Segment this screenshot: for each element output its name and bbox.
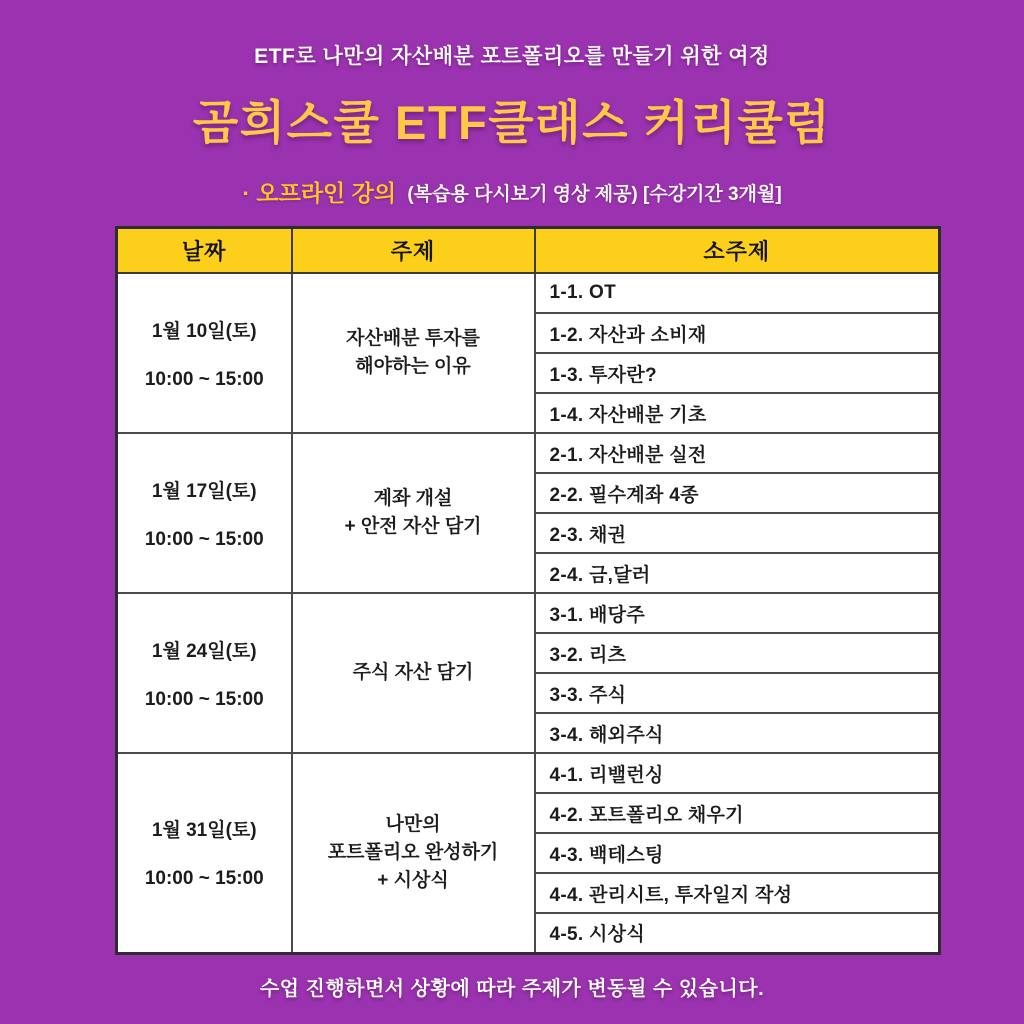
session-time: 10:00 ~ 15:00: [144, 868, 264, 890]
session-1-topic-cell: [292, 273, 535, 433]
footer-note: 수업 진행하면서 상황에 따라 주제가 변동될 수 있습니다.: [259, 978, 765, 1000]
session-1-date-cell: [117, 273, 292, 433]
subtopic-cell: 3-2. 리츠: [535, 633, 940, 673]
topic-line: 해야하는 이유: [355, 356, 471, 377]
session-date: 1월 17일(토): [151, 480, 257, 502]
topic-line: 계좌 개설: [373, 488, 453, 510]
subtitle-detail: (복습용 다시보기 영상 제공) [수강기간 3개월]: [407, 184, 782, 205]
table-header-row: [117, 228, 940, 274]
column-header-subtopic: 소주제: [535, 228, 940, 274]
topic-line: 주식 자산 담기: [352, 662, 474, 684]
subtopic-cell: 3-4. 해외주식: [535, 713, 940, 753]
subtopic-cell: 2-3. 채권: [535, 513, 940, 553]
session-3-date-cell: [117, 593, 292, 753]
subtopic-cell: 4-1. 리밸런싱: [535, 753, 940, 793]
table-row: [117, 593, 940, 633]
subtopic-cell: 4-4. 관리시트, 투자일지 작성: [535, 873, 940, 913]
session-2-date-cell: [117, 433, 292, 593]
subtopic-cell: 1-2. 자산과 소비재: [535, 313, 940, 353]
session-time: 10:00 ~ 15:00: [144, 528, 264, 550]
column-header-date: 날짜: [117, 228, 292, 274]
subtopic-cell: 2-4. 금,달러: [535, 553, 940, 593]
subtopic-cell: 1-3. 투자란?: [535, 353, 940, 393]
page-title: 곰희스쿨 ETF클래스 커리큘럼: [192, 96, 832, 149]
session-4-date-cell: [117, 753, 292, 953]
subtopic-cell: 2-1. 자산배분 실전: [535, 433, 940, 473]
session-time: 10:00 ~ 15:00: [144, 688, 264, 710]
topic-line: 나만의: [385, 814, 441, 836]
session-4-topic-cell: [292, 753, 535, 953]
subtopic-cell: 1-4. 자산배분 기초: [535, 393, 940, 433]
topic-line: 자산배분 투자를: [346, 328, 480, 350]
topic-line: 포트폴리오 완성하기: [327, 841, 499, 863]
column-header-topic: 주제: [292, 228, 535, 274]
curriculum-table: [115, 226, 941, 955]
session-2-topic-cell: [292, 433, 535, 593]
subtopic-cell: 3-1. 배당주: [535, 593, 940, 633]
table-row: [117, 753, 940, 793]
subtitle: [0, 175, 1024, 208]
session-date: 1월 24일(토): [151, 640, 257, 662]
table-row: [117, 433, 940, 473]
subtopic-cell: 1-1. OT: [535, 273, 940, 313]
subtopic-cell: 4-3. 백테스팅: [535, 833, 940, 873]
session-date: 1월 10일(토): [151, 320, 257, 342]
topic-line: + 안전 자산 담기: [344, 516, 482, 537]
subtopic-cell: 2-2. 필수계좌 4종: [535, 473, 940, 513]
session-time: 10:00 ~ 15:00: [144, 368, 264, 390]
subtopic-cell: 3-3. 주식: [535, 673, 940, 713]
topic-line: + 시상식: [377, 869, 449, 891]
tagline: ETF로 나만의 자산배분 포트폴리오를 만들기 위한 여정: [254, 45, 770, 68]
session-3-topic-cell: [292, 593, 535, 753]
subtitle-offline-label: · 오프라인 강의: [242, 180, 397, 206]
subtopic-cell: 4-2. 포트폴리오 채우기: [535, 793, 940, 833]
subtopic-cell: 4-5. 시상식: [535, 913, 940, 953]
table-row: [117, 273, 940, 313]
session-date: 1월 31일(토): [151, 820, 257, 842]
